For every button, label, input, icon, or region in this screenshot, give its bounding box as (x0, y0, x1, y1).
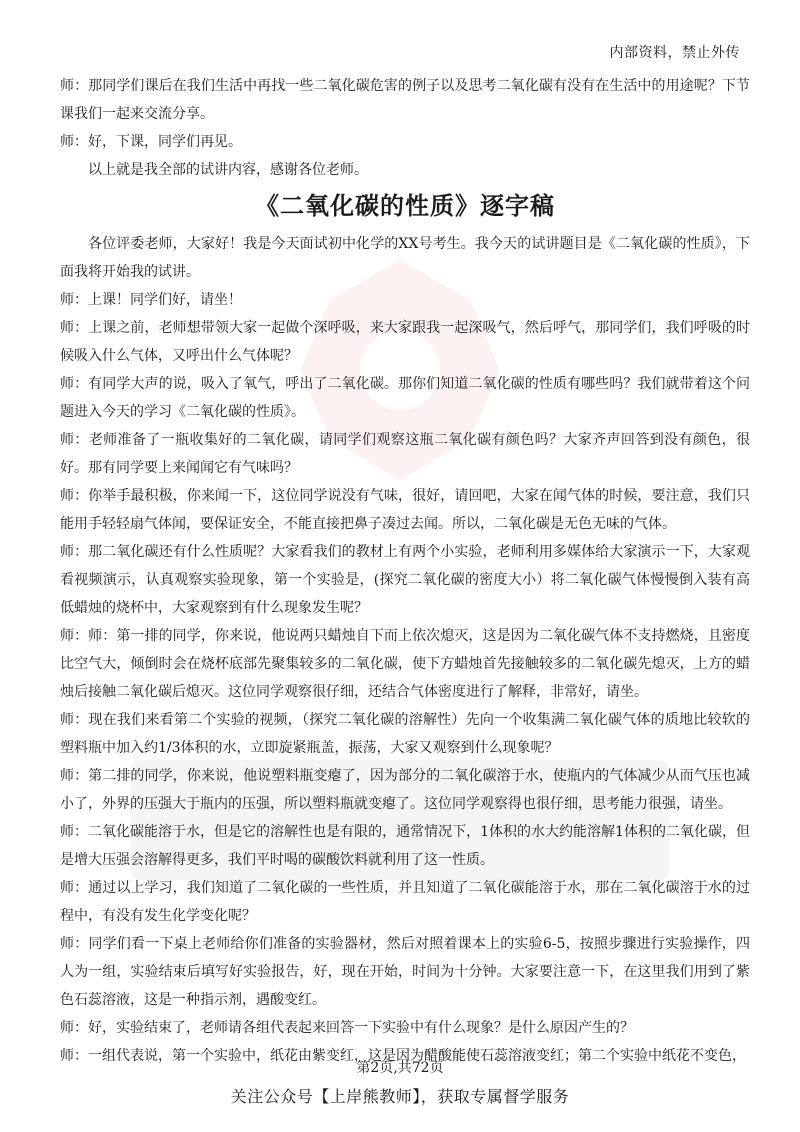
body-paragraph: 师：师：第一排的同学，你来说，他说两只蜡烛自下而上依次熄灭，这是因为二氧化碳气体不支持燃烧，且密度比空气大，倾倒时会在烧杯底部先聚集较多的二氧化碳，使下方蜡烛首先接触较多的二氧化碳先熄灭，上方的蜡烛后接触二氧化碳后熄灭。这位同学观察很仔细，还结合气体密度进行了解释，非常好，请坐。 (60, 628, 750, 700)
footer-promo: 关注公众号【上岸熊教师】，获取专属督学服务 (230, 1087, 570, 1106)
body-paragraph: 师：上课之前，老师想带领大家一起做个深呼吸，来大家跟我一起深吸气，然后呼气，那同学们，我们呼吸的时候吸入什么气体，又呼出什么气体呢？ (60, 320, 750, 364)
page-number: 第2页,共72页 (356, 1060, 444, 1076)
internal-use-note: 内部资料，禁止外传 (609, 45, 740, 61)
intro-paragraph: 以上就是我全部的试讲内容，感谢各位老师。 (88, 162, 368, 178)
body-paragraph: 师：第二排的同学，你来说，他说塑料瓶变瘪了，因为部分的二氧化碳溶于水，使瓶内的气体减少从而气压也减小了，外界的压强大于瓶内的压强，所以塑料瓶就变瘪了。这位同学观察得也很仔细，思考能力很强，请坐。 (60, 768, 750, 812)
body-paragraph: 师：你举手最积极，你来闻一下，这位同学说没有气味，很好，请回吧，大家在闻气体的时候，要注意，我们只能用手轻轻扇气体闻，要保证安全，不能直接把鼻子凑过去闻。所以，二氧化碳是无色无味的气体。 (60, 488, 750, 532)
lesson-title: 《二氧化碳的性质》逐字稿 (255, 192, 555, 220)
body-paragraph: 师：那二氧化碳还有什么性质呢？大家看我们的教材上有两个小实验，老师利用多媒体给大家演示一下，大家观看视频演示，认真观察实验现象，第一个实验是，(探究二氧化碳的密度大小）将二氧化碳气体慢慢倒入装有高低蜡烛的烧杯中，大家观察到有什么现象发生呢？ (60, 544, 750, 616)
body-paragraph: 师：现在我们来看第二个实验的视频，（探究二氧化碳的溶解性）先向一个收集满二氧化碳气体的质地比较软的塑料瓶中加入约1/3体积的水，立即旋紧瓶盖，振荡，大家又观察到什么现象呢？ (60, 712, 750, 756)
body-paragraph: 师：二氧化碳能溶于水，但是它的溶解性也是有限的，通常情况下，1体积的水大约能溶解1体积的二氧化碳，但是增大压强会溶解得更多，我们平时喝的碳酸饮料就利用了这一性质。 (60, 824, 750, 868)
body-paragraph: 师：通过以上学习，我们知道了二氧化碳的一些性质，并且知道了二氧化碳能溶于水，那在二氧化碳溶于水的过程中，有没有发生化学变化呢？ (60, 880, 750, 924)
body-paragraph: 师：老师准备了一瓶收集好的二氧化碳，请同学们观察这瓶二氧化碳有颜色吗？大家齐声回答到没有颜色，很好。那有同学要上来闻闻它有气味吗？ (60, 432, 750, 476)
body-paragraph: 师：好，实验结束了，老师请各组代表起来回答一下实验中有什么现象？是什么原因产生的？ (60, 1020, 634, 1036)
intro-paragraph: 师：那同学们课后在我们生活中再找一些二氧化碳危害的例子以及思考二氧化碳有没有在生活中的用途呢？下节课我们一起来交流分享。 (60, 78, 750, 122)
document-body (60, 72, 750, 1070)
body-paragraph: 师：一组代表说，第一个实验中，纸花由紫变红，这是因为醋酸能使石蕊溶液变红；第二个实验中纸花不变色， (60, 1048, 746, 1064)
body-paragraph: 各位评委老师，大家好！我是今天面试初中化学的XX号考生。我今天的试讲题目是《二氧化碳的性质》，下面我将开始我的试讲。 (60, 236, 750, 280)
body-paragraph: 师：上课！同学们好，请坐！ (60, 292, 242, 308)
intro-paragraph: 师：好，下课，同学们再见。 (60, 134, 242, 150)
body-paragraph: 师：有同学大声的说，吸入了氧气，呼出了二氧化碳。那你们知道二氧化碳的性质有哪些吗？我们就带着这个问题进入今天的学习《二氧化碳的性质》。 (60, 376, 750, 420)
body-paragraph: 师：同学们看一下桌上老师给你们准备的实验器材，然后对照着课本上的实验6-5，按照步骤进行实验操作，四人为一组，实验结束后填写好实验报告，好，现在开始，时间为十分钟。大家要注意一下，在这里我们用到了紫色石蕊溶液，这是一种指示剂，遇酸变红。 (60, 936, 750, 1008)
